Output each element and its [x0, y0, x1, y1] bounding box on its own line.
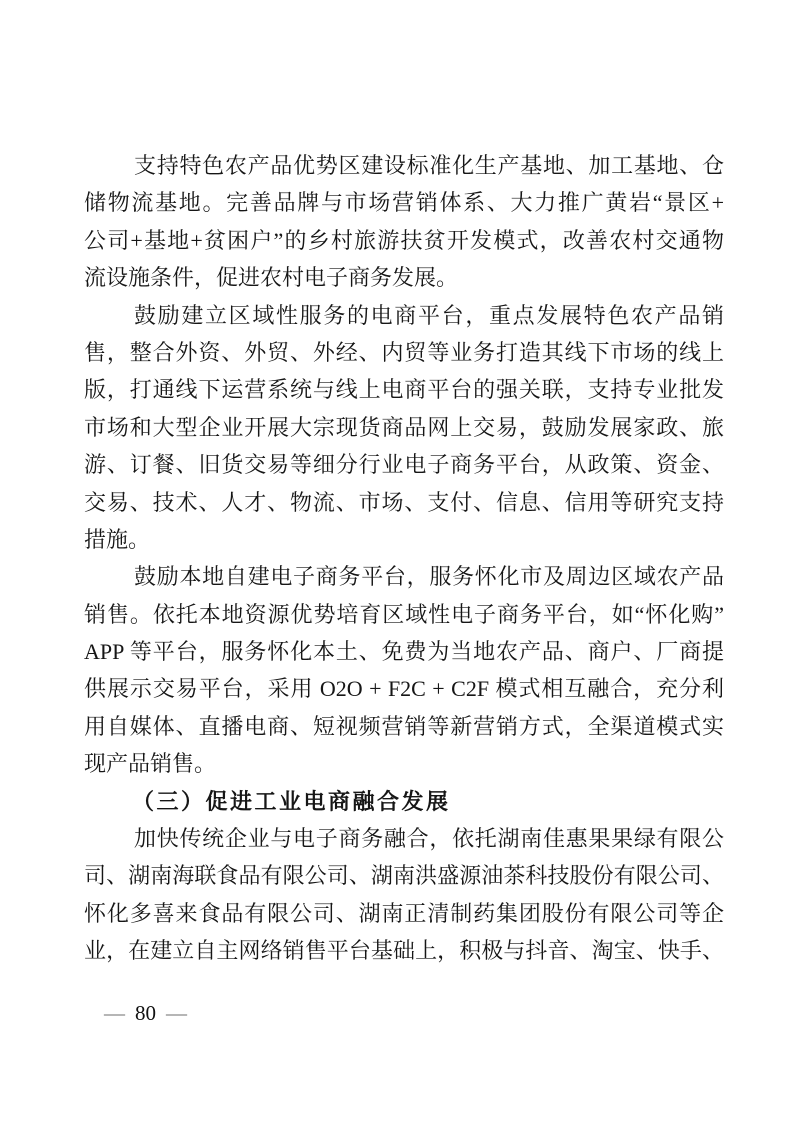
footer-dash-left: —: [104, 1001, 125, 1025]
text-line: 支持特色农产品优势区建设标准化生产基地、加工基地、仓: [134, 153, 724, 178]
text-line: 市场和大型企业开展大宗现货商品网上交易，鼓励发展家政、旅: [84, 414, 724, 440]
text-line: 怀化多喜来食品有限公司、湖南正清制药集团股份有限公司等企: [84, 900, 724, 926]
page-footer: [104, 1001, 187, 1025]
section-heading: （三）促进工业电商融合发展: [132, 788, 451, 814]
text-line: 措施。: [84, 526, 151, 552]
text-line: APP 等平台，服务怀化本土、免费为当地农产品、商户、厂商提: [84, 639, 724, 665]
text-line: 鼓励建立区域性服务的电商平台，重点发展特色农产品销: [134, 302, 724, 328]
text-line: 流设施条件，促进农村电子商务发展。: [84, 265, 459, 291]
text-line: 公司+基地+贫困户”的乡村旅游扶贫开发模式，改善农村交通物: [84, 227, 724, 253]
text-line: 加快传统企业与电子商务融合，依托湖南佳惠果果绿有限公: [134, 826, 724, 852]
text-line: 鼓励本地自建电子商务平台，服务怀化市及周边区域农产品: [134, 564, 724, 590]
text-line: 供展示交易平台，采用 O2O + F2C + C2F 模式相互融合，充分利: [84, 676, 724, 702]
text-line: 业，在建立自主网络销售平台基础上，积极与抖音、淘宝、快手、: [84, 938, 724, 964]
text-line: 司、湖南海联食品有限公司、湖南洪盛源油茶科技股份有限公司、: [84, 863, 724, 889]
page-number: 80: [135, 1001, 156, 1025]
text-line: 销售。依托本地资源优势培育区域性电子商务平台，如“怀化购”: [84, 601, 724, 627]
text-line: 现产品销售。: [84, 751, 217, 777]
text-line: 用自媒体、直播电商、短视频营销等新营销方式，全渠道模式实: [84, 713, 724, 739]
footer-dash-right: —: [166, 1001, 187, 1025]
text-line: 游、订餐、旧货交易等细分行业电子商务平台，从政策、资金、: [84, 452, 724, 478]
text-line: 售，整合外资、外贸、外经、内贸等业务打造其线下市场的线上: [84, 339, 724, 365]
text-line: 储物流基地。完善品牌与市场营销体系、大力推广黄岩“景区+: [84, 190, 724, 216]
text-line: 交易、技术、人才、物流、市场、支付、信息、信用等研究支持: [84, 489, 724, 515]
document-body: [84, 147, 724, 970]
text-line: 版，打通线下运营系统与线上电商平台的强关联，支持专业批发: [84, 377, 724, 403]
